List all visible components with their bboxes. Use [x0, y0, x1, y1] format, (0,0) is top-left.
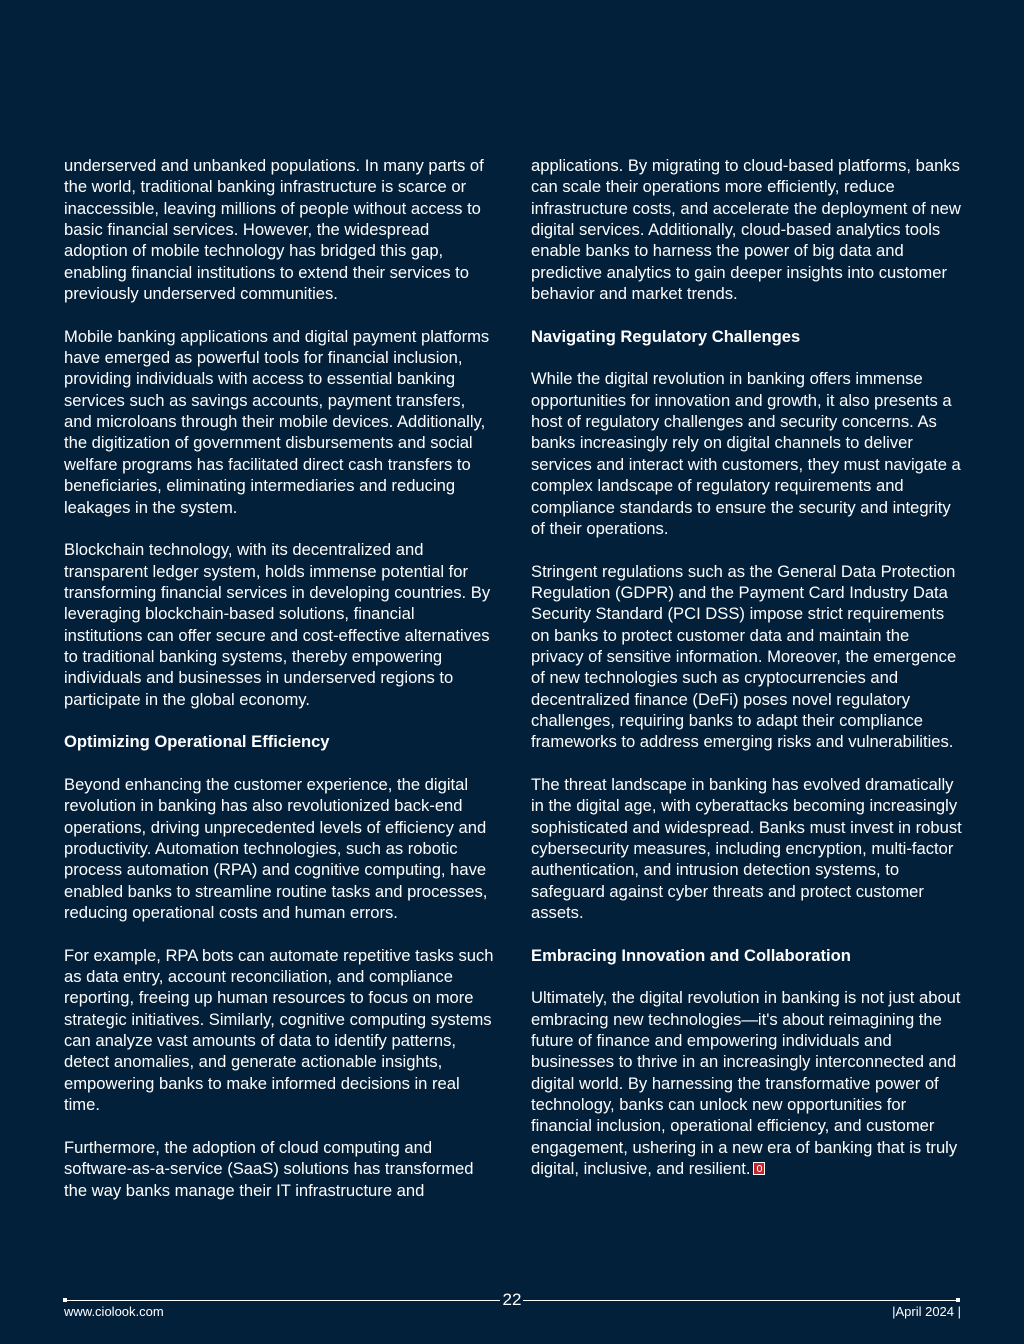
footer-dot-right	[956, 1298, 960, 1302]
paragraph: The threat landscape in banking has evolved dramatically in the digital age, with cyberattacks becoming increasingly sophisticated and widespread. Banks must invest in robust cybersecurity measures, including encryption, multi-factor authentication, and intrusion detection systems, to safeguard against cyber threats and protect customer assets.	[531, 774, 962, 923]
paragraph-text: Ultimately, the digital revolution in banking is not just about embracing new technologies—it's about reimagining the future of finance and empowering individuals and businesses to thrive in an increasingly interconnected and digital world. By harnessing the transformative power of technology, banks can unlock new opportunities for financial inclusion, operational efficiency, and customer engagement, ushering in a new era of banking that is truly digital, inclusive, and resilient.	[531, 988, 961, 1179]
paragraph: applications. By migrating to cloud-based platforms, banks can scale their operations more efficiently, reduce infrastructure costs, and accelerate the deployment of new digital services. Additionally, cloud-based analytics tools enable banks to harness the power of big data and predictive analytics to gain deeper insights into customer behavior and market trends.	[531, 156, 961, 304]
footer-divider-right	[523, 1300, 959, 1301]
footer-issue-date: |April 2024 |	[892, 1304, 961, 1319]
section-heading: Navigating Regulatory Challenges	[531, 326, 801, 346]
left-column	[64, 155, 496, 1222]
paragraph: Beyond enhancing the customer experience, the digital revolution in banking has also revolutionized back-end operations, driving unprecedented levels of efficiency and productivity. Automation technologies, such as robotic process automation (RPA) and cognitive computing, have enabled banks to streamline routine tasks and processes, reducing operational costs and human errors.	[64, 774, 488, 923]
paragraph: Stringent regulations such as the General Data Protection Regulation (GDPR) and the Payment Card Industry Data Security Standard (PCI DSS) impose strict requirements on banks to protect customer data and maintain the privacy of sensitive information. Moreover, the emergence of new technologies such as cryptocurrencies and decentralized finance (DeFi) poses novel regulatory challenges, requiring banks to adapt their compliance frameworks to address emerging risks and vulnerabilities.	[531, 561, 957, 752]
paragraph: Mobile banking applications and digital payment platforms have emerged as powerful tools for financial inclusion, providing individuals with access to essential banking services such as savings accounts, payment transfers, and microloans through their mobile devices. Additionally, the digitization of government disbursements and social welfare programs has facilitated direct cash transfers to beneficiaries, eliminating intermediaries and reducing leakages in the system.	[64, 326, 490, 517]
footer-website[interactable]: www.ciolook.com	[64, 1304, 164, 1319]
paragraph: Blockchain technology, with its decentralized and transparent ledger system, holds immense potential for transforming financial services in developing countries. By leveraging blockchain-based solutions, financial institutions can offer secure and cost-effective alternatives to traditional banking systems, thereby empowering individuals and businesses in underserved regions to participate in the global economy.	[64, 540, 491, 709]
right-column	[531, 155, 963, 1201]
paragraph: Furthermore, the adoption of cloud computing and software-as-a-service (SaaS) solutions has transformed the way banks manage their IT infrastructure and	[64, 1137, 474, 1200]
end-of-article-icon	[753, 1162, 765, 1175]
paragraph: underserved and unbanked populations. In many parts of the world, traditional banking infrastructure is scarce or inaccessible, leaving millions of people without access to basic financial services. However, the widespread adoption of mobile technology has bridged this gap, enabling financial institutions to extend their services to previously underserved communities.	[64, 156, 484, 304]
page-number: 22	[502, 1290, 522, 1309]
section-heading: Optimizing Operational Efficiency	[64, 732, 330, 752]
paragraph-final	[531, 987, 963, 1179]
footer-dot-left	[63, 1298, 67, 1302]
paragraph: While the digital revolution in banking offers immense opportunities for innovation and growth, it also presents a host of regulatory challenges and security concerns. As banks increasingly rely on digital channels to deliver services and interact with customers, they must navigate a complex landscape of regulatory requirements and compliance standards to ensure the security and integrity of their operations.	[531, 369, 961, 538]
paragraph: For example, RPA bots can automate repetitive tasks such as data entry, account reconciliation, and compliance reporting, freeing up human resources to focus on more strategic initiatives. Similarly, cognitive computing systems can analyze vast amounts of data to identify patterns, detect anomalies, and generate actionable insights, empowering banks to make informed decisions in real time.	[64, 945, 494, 1115]
footer-divider-left	[64, 1300, 500, 1301]
section-heading: Embracing Innovation and Collaboration	[531, 945, 851, 965]
